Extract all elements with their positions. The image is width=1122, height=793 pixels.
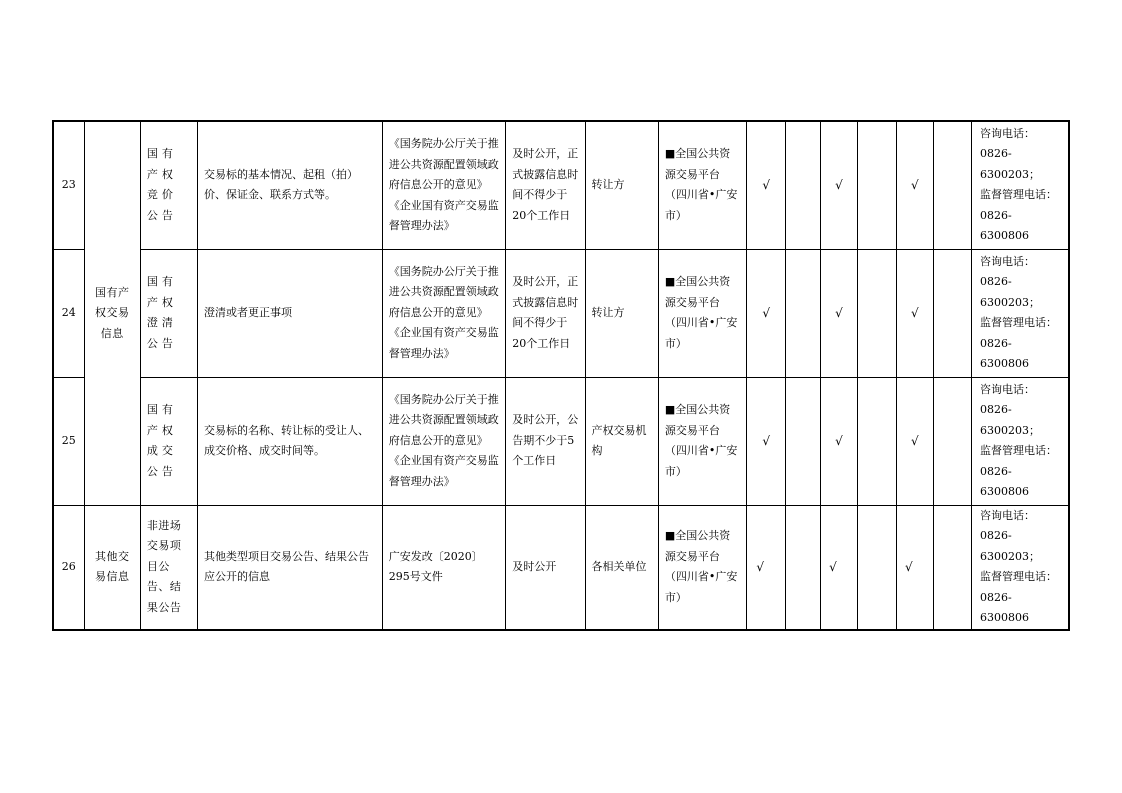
- disclosure-subject: 各相关单位: [585, 505, 658, 630]
- check-mark: √: [835, 305, 843, 320]
- supervision-phone: 0826-6300806: [980, 336, 1029, 370]
- disclosure-time: 及时公开: [506, 505, 585, 630]
- check-cell: [786, 377, 821, 505]
- check-cell: [933, 249, 971, 377]
- check-cell: [896, 249, 933, 377]
- check-cell: [933, 121, 971, 249]
- contact-cell: [972, 121, 1070, 249]
- square-bullet-icon: ■: [664, 529, 676, 542]
- supervision-label: 监督管理电话：: [980, 570, 1057, 583]
- contact-phone: 0826-6300203；: [980, 275, 1040, 309]
- disclosure-subject: 转让方: [585, 121, 658, 249]
- check-cell: [747, 505, 786, 630]
- category-cell: 其他交易信息: [84, 505, 140, 630]
- check-mark: √: [835, 178, 843, 192]
- check-cell: [747, 377, 786, 505]
- disclosure-basis: 广安发改〔2020〕295号文件: [382, 505, 505, 630]
- row-number: 24: [53, 249, 84, 377]
- table-row: [53, 249, 1069, 377]
- check-cell: [857, 249, 896, 377]
- check-cell: [821, 377, 857, 505]
- contact-phone: 0826-6300203；: [980, 403, 1040, 437]
- check-cell: [933, 377, 971, 505]
- check-cell: [896, 505, 933, 630]
- disclosure-table: [52, 120, 1070, 631]
- disclosure-content: 澄清或者更正事项: [198, 249, 383, 377]
- announcement-type: 国有产权成交公告: [140, 377, 197, 505]
- announcement-type: 国有产权澄清公告: [140, 249, 197, 377]
- table-row: [53, 121, 1069, 249]
- disclosure-content: 交易标的基本情况、起租（拍）价、保证金、联系方式等。: [198, 121, 383, 249]
- supervision-phone: 0826-6300806: [980, 590, 1029, 624]
- contact-cell: [972, 377, 1070, 505]
- check-mark: √: [835, 433, 843, 448]
- check-mark: √: [762, 178, 771, 192]
- check-mark: √: [762, 305, 771, 320]
- table-row: [53, 505, 1069, 630]
- announcement-type: 非进场交易项目公告、结果公告: [140, 505, 197, 630]
- disclosure-subject: 转让方: [585, 249, 658, 377]
- disclosure-basis: 《国务院办公厅关于推进公共资源配置领域政府信息公开的意见》《企业国有资产交易监督管理办法》: [382, 121, 505, 249]
- table-row: [53, 377, 1069, 505]
- disclosure-time: 及时公开，正式披露信息时间不得少于20个工作日: [506, 121, 585, 249]
- supervision-phone: 0826-6300806: [980, 464, 1029, 498]
- contact-phone: 0826-6300203；: [980, 529, 1040, 563]
- contact-phone: 0826-6300203；: [980, 147, 1040, 181]
- check-mark: √: [904, 559, 913, 574]
- supervision-phone: 0826-6300806: [980, 208, 1029, 243]
- disclosure-subject: 产权交易机构: [585, 377, 658, 505]
- contact-label: 咨询电话：: [980, 382, 1035, 396]
- square-bullet-icon: ■: [664, 147, 676, 161]
- contact-cell: [972, 249, 1070, 377]
- contact-cell: [972, 505, 1070, 630]
- check-cell: [821, 505, 857, 630]
- contact-label: 咨询电话：: [980, 508, 1035, 522]
- supervision-label: 监督管理电话：: [980, 316, 1057, 329]
- check-cell: [786, 121, 821, 249]
- check-cell: [857, 121, 896, 249]
- category-cell: 国有产权交易信息: [84, 121, 140, 505]
- check-cell: [821, 249, 857, 377]
- check-cell: [857, 505, 896, 630]
- disclosure-time: 及时公开，公告期不少于5个工作日: [506, 377, 585, 505]
- supervision-label: 监督管理电话：: [980, 188, 1057, 202]
- check-mark: √: [910, 433, 919, 448]
- disclosure-platform: [658, 505, 746, 630]
- check-mark: √: [910, 178, 919, 192]
- platform-text: 全国公共资源交易平台（四川省•广安市）: [664, 403, 738, 478]
- check-cell: [821, 121, 857, 249]
- disclosure-platform: [658, 121, 746, 249]
- disclosure-basis: 《国务院办公厅关于推进公共资源配置领域政府信息公开的意见》《企业国有资产交易监督管理办法》: [382, 249, 505, 377]
- square-bullet-icon: ■: [664, 403, 676, 416]
- check-mark: √: [756, 559, 765, 574]
- announcement-type: 国有产权竞价公告: [140, 121, 197, 249]
- square-bullet-icon: ■: [664, 275, 676, 288]
- check-cell: [786, 505, 821, 630]
- disclosure-content: 交易标的名称、转让标的受让人、成交价格、成交时间等。: [198, 377, 383, 505]
- disclosure-platform: [658, 249, 746, 377]
- platform-text: 全国公共资源交易平台（四川省•广安市）: [664, 275, 738, 350]
- check-cell: [896, 121, 933, 249]
- check-mark: √: [910, 305, 919, 320]
- supervision-label: 监督管理电话：: [980, 444, 1057, 457]
- disclosure-time: 及时公开，正式披露信息时间不得少于20个工作日: [506, 249, 585, 377]
- disclosure-platform: [658, 377, 746, 505]
- check-cell: [747, 249, 786, 377]
- check-mark: √: [762, 433, 771, 448]
- row-number: 26: [53, 505, 84, 630]
- check-cell: [896, 377, 933, 505]
- row-number: 23: [53, 121, 84, 249]
- disclosure-basis: 《国务院办公厅关于推进公共资源配置领域政府信息公开的意见》《企业国有资产交易监督管理办法》: [382, 377, 505, 505]
- platform-text: 全国公共资源交易平台（四川省•广安市）: [664, 529, 738, 604]
- row-number: 25: [53, 377, 84, 505]
- disclosure-content: 其他类型项目交易公告、结果公告应公开的信息: [198, 505, 383, 630]
- contact-label: 咨询电话：: [980, 126, 1035, 140]
- platform-text: 全国公共资源交易平台（四川省•广安市）: [664, 147, 738, 222]
- check-cell: [786, 249, 821, 377]
- check-cell: [747, 121, 786, 249]
- check-mark: √: [829, 559, 837, 574]
- check-cell: [933, 505, 971, 630]
- contact-label: 咨询电话：: [980, 254, 1035, 268]
- check-cell: [857, 377, 896, 505]
